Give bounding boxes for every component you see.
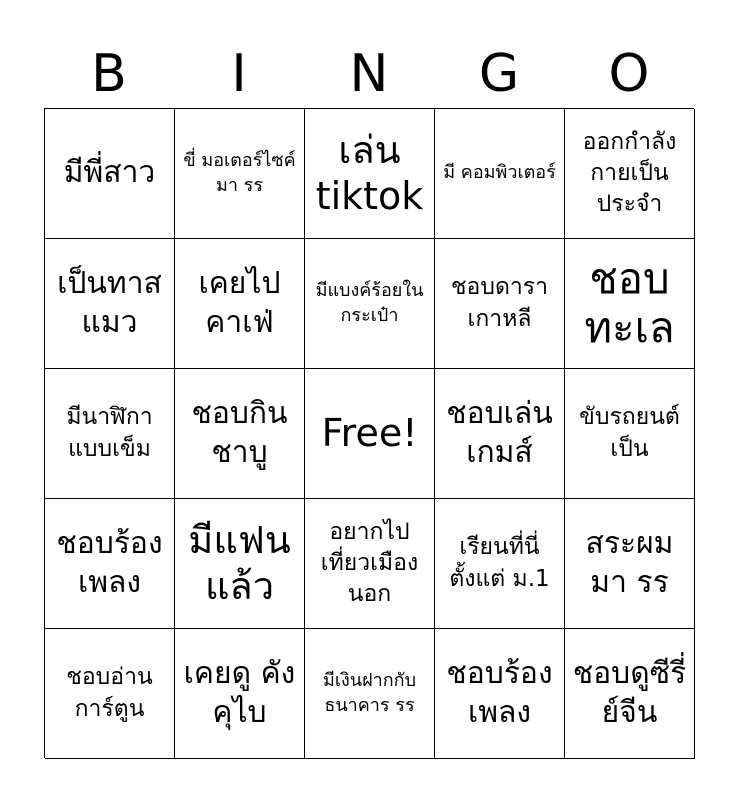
cell-label: มี คอมพิวเตอร์ bbox=[443, 162, 556, 184]
bingo-cell-r3-c4[interactable] bbox=[435, 369, 565, 499]
bingo-cell-r1-c1[interactable] bbox=[45, 109, 175, 239]
bingo-cell-r2-c3[interactable] bbox=[305, 239, 435, 369]
bingo-cell-r5-c2[interactable] bbox=[175, 629, 305, 759]
cell-label: ชอบเล่น เกมส์ bbox=[446, 396, 553, 470]
cell-label: ขี่ มอเตอร์ไซค์ มา รร bbox=[183, 150, 296, 196]
cell-label: เคยดู คังคุไบ bbox=[183, 656, 296, 730]
bingo-cell-r2-c2[interactable] bbox=[175, 239, 305, 369]
cell-label: อยากไปเที่ยวเมืองนอก bbox=[320, 518, 419, 608]
bingo-cell-r3-c5[interactable] bbox=[565, 369, 695, 499]
bingo-cell-r2-c4[interactable] bbox=[435, 239, 565, 369]
cell-label: ออกกำลังกายเป็นประจำ bbox=[582, 128, 677, 218]
bingo-cell-r2-c1[interactable] bbox=[45, 239, 175, 369]
bingo-cell-r5-c4[interactable] bbox=[435, 629, 565, 759]
cell-label: Free! bbox=[321, 410, 418, 455]
cell-label: ชอบร้อง เพลง bbox=[446, 656, 553, 730]
cell-label: ชอบอ่านการ์ตูน bbox=[66, 664, 153, 722]
header-letter-o: O bbox=[608, 44, 650, 104]
header-letter-g: G bbox=[478, 44, 520, 104]
bingo-cell-r5-c3[interactable] bbox=[305, 629, 435, 759]
cell-label: มีแฟน แล้ว bbox=[188, 517, 291, 608]
bingo-cell-r1-c2[interactable] bbox=[175, 109, 305, 239]
cell-label: ชอบ ทะเล bbox=[584, 254, 675, 352]
bingo-cell-r4-c1[interactable] bbox=[45, 499, 175, 629]
cell-label: เคยไป คาเฟ่ bbox=[198, 266, 281, 340]
cell-label: มีเงินฝากกับธนาคาร รร bbox=[323, 670, 416, 716]
cell-label: เป็นทาสแมว bbox=[57, 266, 162, 340]
bingo-cell-r1-c5[interactable] bbox=[565, 109, 695, 239]
cell-label: ขับรถยนต์เป็น bbox=[579, 404, 680, 462]
bingo-board bbox=[44, 108, 694, 758]
cell-label: ชอบร้องเพลง bbox=[56, 526, 163, 600]
cell-label: เรียนที่นี่ตั้งแต่ ม.1 bbox=[449, 534, 550, 592]
cell-label: มีนาฬิกาแบบเข็ม bbox=[66, 404, 153, 462]
header-letter-i: I bbox=[231, 44, 247, 104]
bingo-cell-r4-c5[interactable] bbox=[565, 499, 695, 629]
cell-label: มีพี่สาว bbox=[63, 155, 156, 191]
bingo-cell-r1-c4[interactable] bbox=[435, 109, 565, 239]
bingo-cell-r3-c3[interactable] bbox=[305, 369, 435, 499]
bingo-header bbox=[44, 42, 694, 106]
cell-label: ชอบดูซีรี่ย์จีน bbox=[572, 656, 687, 730]
bingo-cell-r5-c5[interactable] bbox=[565, 629, 695, 759]
bingo-cell-r3-c1[interactable] bbox=[45, 369, 175, 499]
cell-label: ชอบกิน ชาบู bbox=[191, 396, 288, 470]
header-letter-n: N bbox=[349, 44, 389, 104]
cell-label: มีแบงค์ร้อยในกระเป๋า bbox=[315, 280, 424, 326]
header-letter-b: B bbox=[91, 44, 127, 104]
bingo-cell-r4-c4[interactable] bbox=[435, 499, 565, 629]
cell-label: ชอบดาราเกาหลี bbox=[450, 274, 549, 332]
bingo-cell-r5-c1[interactable] bbox=[45, 629, 175, 759]
bingo-cell-r4-c3[interactable] bbox=[305, 499, 435, 629]
cell-label: สระผม มา รร bbox=[585, 526, 674, 600]
cell-label: เล่น tiktok bbox=[315, 127, 424, 218]
bingo-cell-r3-c2[interactable] bbox=[175, 369, 305, 499]
bingo-cell-r2-c5[interactable] bbox=[565, 239, 695, 369]
bingo-cell-r4-c2[interactable] bbox=[175, 499, 305, 629]
bingo-cell-r1-c3[interactable] bbox=[305, 109, 435, 239]
